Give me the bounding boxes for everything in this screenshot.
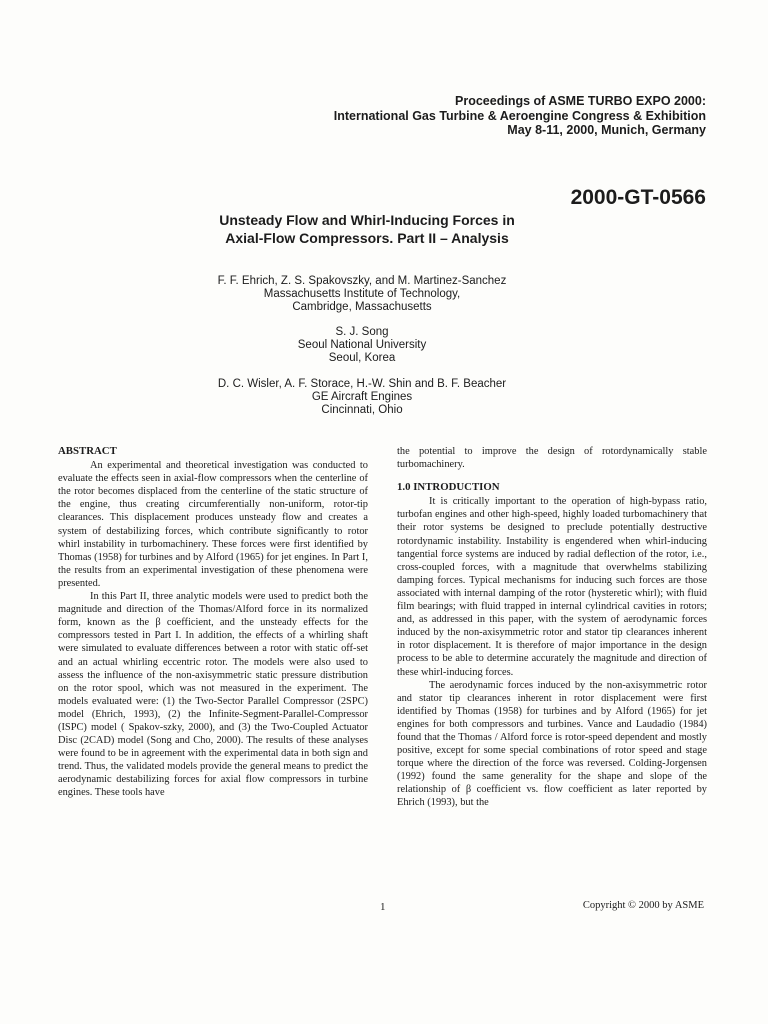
author-block-mit [150, 275, 574, 315]
author-block-snu [150, 326, 574, 366]
author-names: S. J. Song [335, 326, 389, 338]
proceedings-line-3: May 8-11, 2000, Munich, Germany [507, 123, 706, 137]
author-affiliation: GE Aircraft Engines [311, 391, 413, 404]
proceedings-line-1: Proceedings of ASME TURBO EXPO 2000: [455, 94, 706, 108]
author-block-ge [150, 378, 574, 418]
introduction-heading: 1.0 INTRODUCTION [397, 481, 500, 494]
introduction-paragraph-2: The aerodynamic forces induced by the non-axisymmetric rotor and stator tip clearances inherent in rotor displacement were first identified by Thomas (1958) for turbines and by Alford (1965) for jet engines for both compressors and turbines. Vance and Laudadio (1984) found that the Thomas / Alford force is rotor-speed dependent and mostly positive, except for some special combinations of rotor speed and stage torque where the direction of the force was reversed. Colding-Jorgensen (1992) found the same generality for the shape and slope of the relationship of β coefficient vs. flow coefficient as later reported by Ehrich (1993), but the [397, 679, 707, 809]
author-names: D. C. Wisler, A. F. Storace, H.-W. Shin and B. F. Beacher [217, 378, 507, 390]
right-column [397, 445, 707, 810]
copyright-notice: Copyright © 2000 by ASME [582, 900, 704, 911]
left-column [58, 445, 368, 800]
title-line-1: Unsteady Flow and Whirl-Inducing Forces in [219, 212, 515, 228]
proceedings-line-2: International Gas Turbine & Aeroengine Congress & Exhibition [333, 108, 706, 123]
title-line-2: Axial-Flow Compressors. Part II – Analysis [225, 230, 509, 246]
author-names: F. F. Ehrich, Z. S. Spakovszky, and M. Martinez-Sanchez [217, 275, 507, 287]
paper-title [180, 211, 554, 247]
abstract-paragraph-2: In this Part II, three analytic models were used to predict both the magnitude and direction of the Thomas/Alford force in its normalized form, known as the β coefficient, and the unsteady effects for the compressors tested in Part I. In addition, the effects of a whirling shaft were simulated to evaluate differences between a rotor with static off-set and an actual whirling eccentric rotor. The models were also used to assess the influence of the non-axisymmetric static pressure distribution on the rotor spool, which was not measured in the experiment. The models evaluated were: (1) the Two-Sector Parallel Compressor (2SPC) model (Ehrich, 1993), (2) the Infinite-Segment-Parallel-Compressor (ISPC) model ( Spakov-szky, 2000), and (3) the Two-Coupled Actuator Disc (2CAD) model (Song and Cho, 2000). The results of these analyses were found to be in agreement with the experimental data in both sign and trend. Thus, the validated models provide the general means to predict the aerodynamic destabilizing forces for axial flow compressors in turbine engines. These tools have [58, 591, 368, 799]
author-affiliation: Massachusetts Institute of Technology, [263, 288, 461, 301]
paper-number: 2000-GT-0566 [570, 186, 706, 209]
page-number: 1 [380, 901, 386, 913]
introduction-paragraph-1: It is critically important to the operation of high-bypass ratio, turbofan engines and other high-speed, highly loaded turbomachinery that their rotor systems be designed to preclude potentially destructive rotordynamic instability. Instability is engendered when whirl-inducing tangential force systems are induced by radial deflection of the rotor, i.e., cross-coupled forces, with a magnitude that overwhelms stabilizing damping forces. Typical mechanisms for inducing such forces are those associated with internal damping of the rotor (hysteretic whirl); with fluid film bearings; with fluid trapped in internal cylindrical cavities in rotors; and, as addressed in this paper, with the system of aerodynamic forces induced by the non-axisymmetric rotor and stator tip clearances inherent in rotor displacement. It is therefore of major importance in the design process to be able to determine accurately the magnitude and direction of these whirl-inducing forces. [397, 496, 707, 678]
author-affiliation: Seoul National University [297, 339, 427, 352]
author-location: Cincinnati, Ohio [321, 404, 403, 417]
abstract-continuation: the potential to improve the design of rotordynamically stable turbomachinery. [397, 446, 707, 471]
abstract-heading: ABSTRACT [58, 445, 117, 457]
proceedings-header [334, 94, 706, 138]
author-location: Cambridge, Massachusetts [292, 301, 432, 314]
abstract-paragraph-1: An experimental and theoretical investigation was conducted to evaluate the effects seen in axial-flow compressors when the centerline of the rotor becomes displaced from the centerline of the static structure of the engine, thus creating circumferentially non-uniform, rotor-tip clearances. This displacement produces unsteady flow and creates a system of destabilizing forces, which contribute significantly to rotor whirl instability in turbomachinery. These forces were first identified by Thomas (1958) for turbines and by Alford (1965) for jet engines. In Part I, the results from an experimental investigation of these phenomena were presented. [58, 460, 368, 589]
author-location: Seoul, Korea [328, 352, 396, 365]
